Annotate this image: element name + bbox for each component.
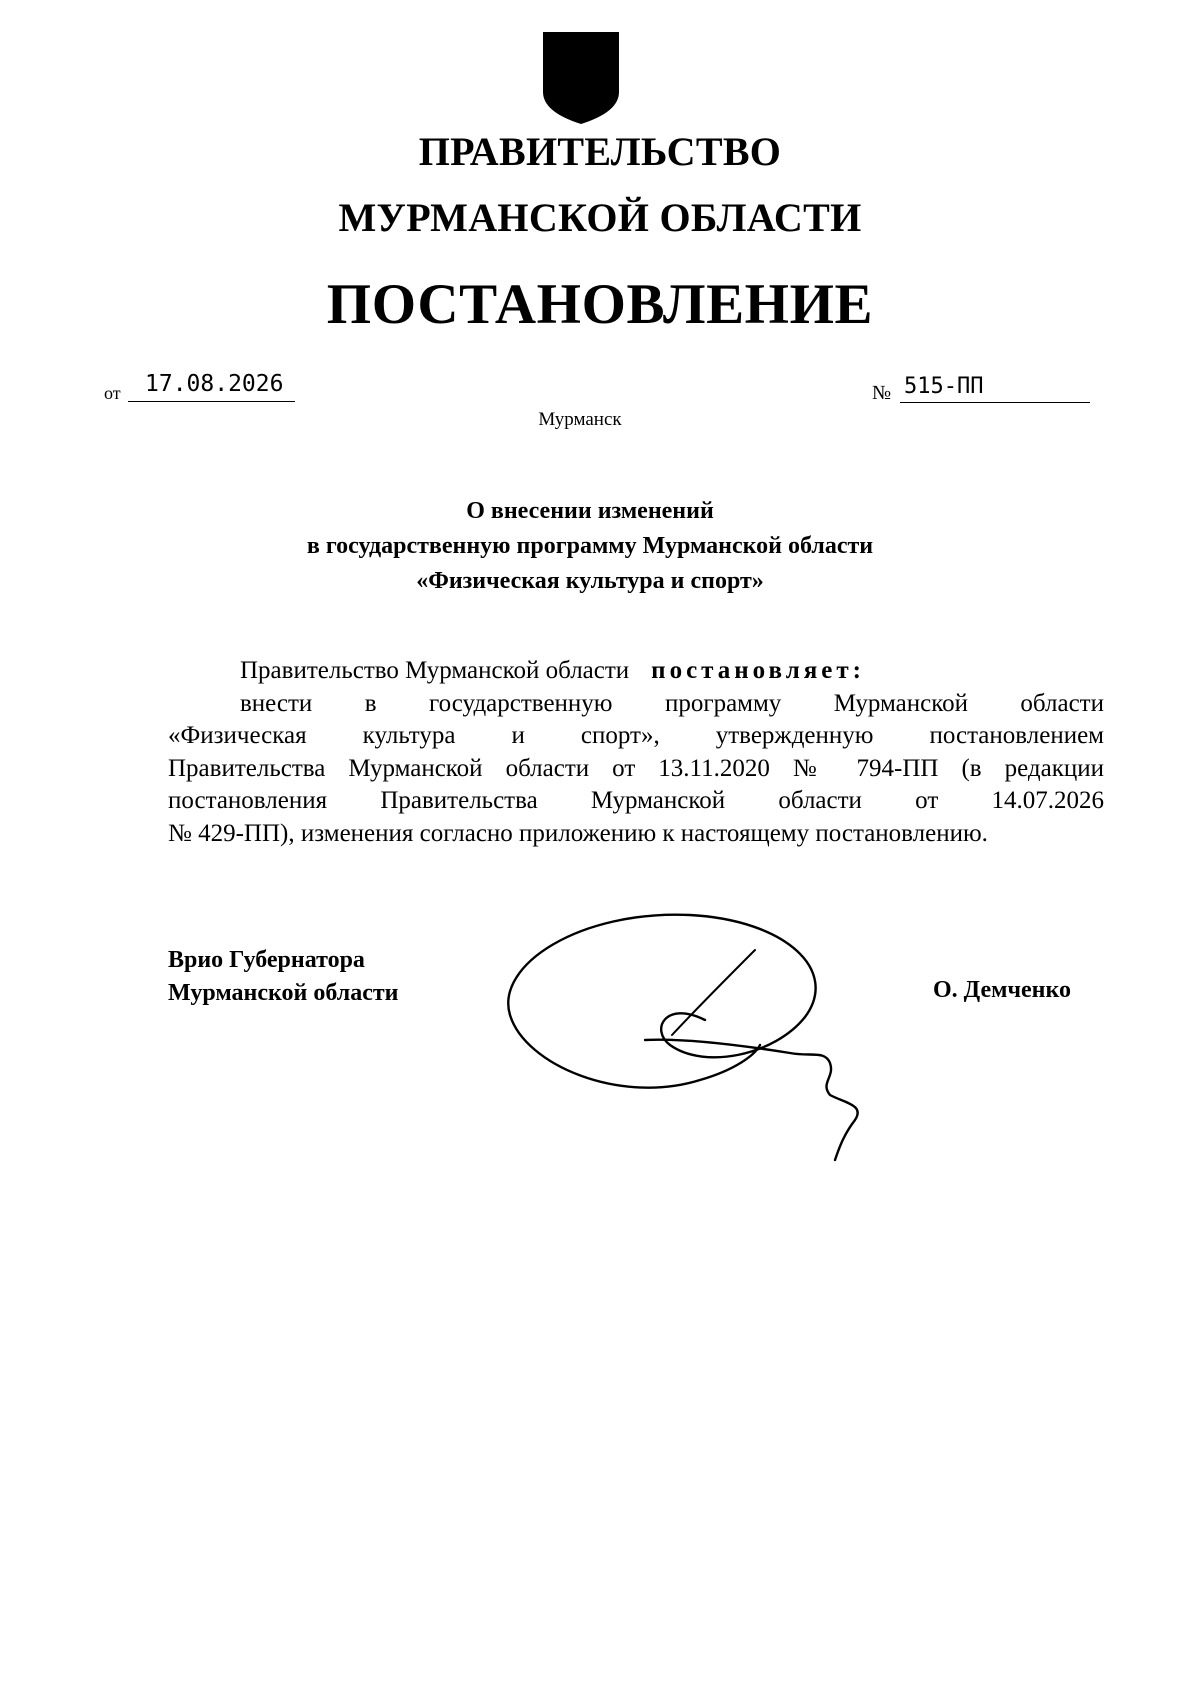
- body-line-1: внести в государственную программу Мурманской области: [240, 689, 1104, 717]
- subject-line-3: «Физическая культура и спорт»: [416, 568, 764, 594]
- body-line-2: «Физическая культура и спорт», утвержденную постановлением: [168, 722, 1104, 749]
- body-line-3: Правительства Мурманской области от 13.11.2020 № 794-ПП (в редакции: [168, 754, 1104, 782]
- document-number: 515-ПП: [904, 374, 984, 399]
- signatory-title-line-1: Врио Губернатора: [168, 947, 365, 973]
- resolution-body: [168, 655, 1104, 850]
- subject-line-2: в государственную программу Мурманской области: [306, 533, 874, 559]
- subject-line-1: О внесении изменений: [466, 498, 714, 524]
- signatory-title-line-2: Мурманской области: [168, 980, 399, 1006]
- coat-of-arms-emblem: [541, 30, 621, 126]
- org-name-line-1: ПРАВИТЕЛЬСТВО: [418, 129, 782, 174]
- resolves-word: постановляет:: [651, 657, 865, 684]
- org-name-line-2: МУРМАНСКОЙ ОБЛАСТИ: [338, 195, 862, 240]
- number-field: [900, 376, 1090, 403]
- document-subject: [0, 494, 1180, 599]
- body-line-5: № 429-ПП), изменения согласно приложению к настоящему постановлению.: [168, 819, 988, 847]
- date-field: [128, 373, 295, 402]
- city-name: Мурманск: [538, 409, 622, 430]
- from-label: от: [104, 383, 121, 403]
- number-label: №: [872, 382, 892, 404]
- resolution-intro: [168, 655, 1104, 688]
- signatory-name: О. Демченко: [933, 977, 1071, 1003]
- document-type-title: ПОСТАНОВЛЕНИЕ: [326, 273, 874, 336]
- document-date: 17.08.2026: [145, 371, 284, 397]
- intro-text: Правительство Мурманской области: [240, 657, 630, 684]
- handwritten-signature: [500, 905, 920, 1165]
- signatory-title: [168, 944, 398, 1010]
- body-line-4: постановления Правительства Мурманской области от 14.07.2026: [168, 787, 1104, 814]
